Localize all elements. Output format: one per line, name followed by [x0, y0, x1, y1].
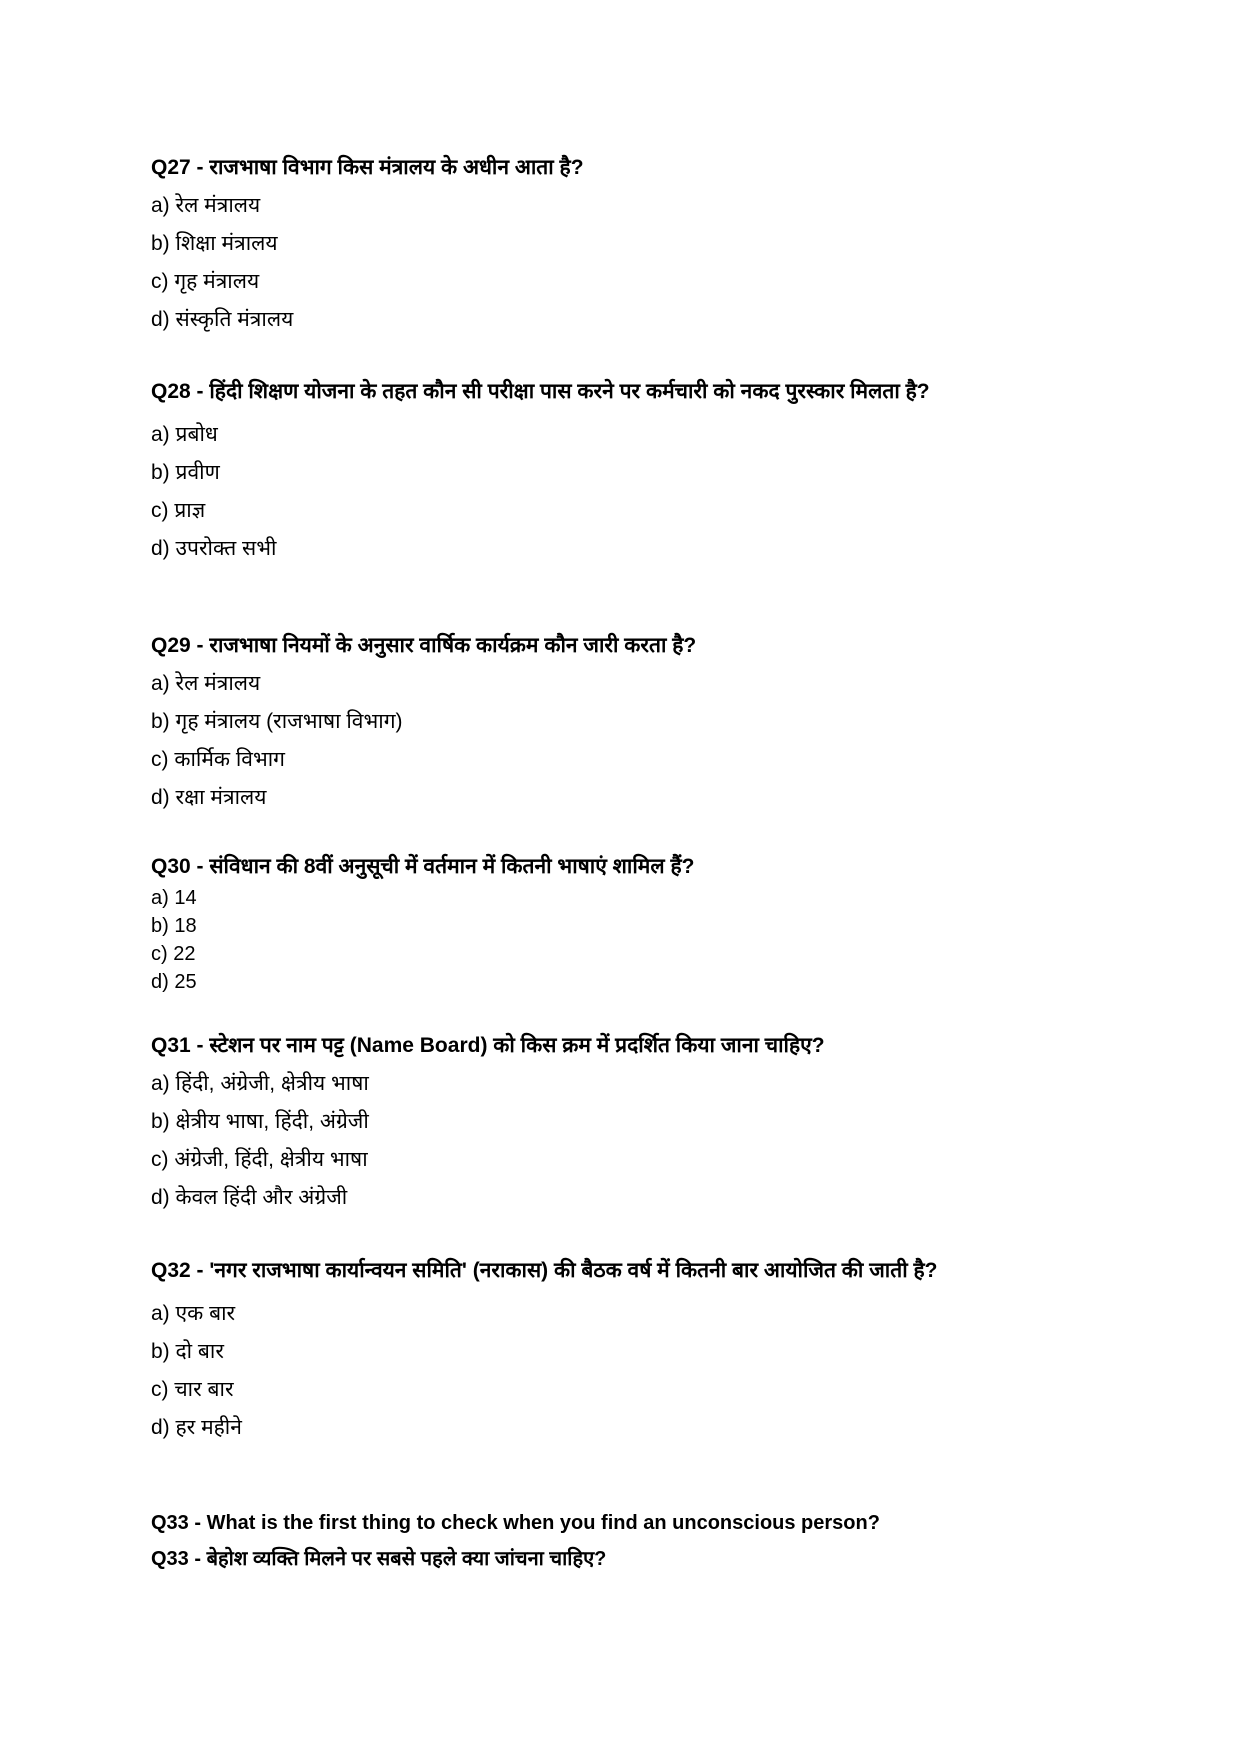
question-title: Q30 - संविधान की 8वीं अनुसूची में वर्तमान में कितनी भाषाएं शामिल हैं? [151, 855, 695, 878]
option-list [151, 416, 1041, 568]
option-d: d) केवल हिंदी और अंग्रेजी [151, 1186, 348, 1209]
option-d: d) 25 [151, 971, 197, 993]
option-d: d) उपरोक्त सभी [151, 537, 277, 560]
question-33 [151, 1505, 1051, 1577]
question-27 [151, 153, 1051, 339]
option-a: a) हिंदी, अंग्रेजी, क्षेत्रीय भाषा [151, 1072, 369, 1095]
option-c: c) गृह मंत्रालय [151, 270, 260, 293]
option-list [151, 665, 1051, 817]
option-d: d) रक्षा मंत्रालय [151, 786, 267, 809]
option-a: a) रेल मंत्रालय [151, 194, 261, 217]
option-b: b) गृह मंत्रालय (राजभाषा विभाग) [151, 710, 403, 733]
option-d: d) संस्कृति मंत्रालय [151, 308, 294, 331]
question-30 [151, 852, 1051, 996]
option-b: b) शिक्षा मंत्रालय [151, 232, 278, 255]
question-29 [151, 631, 1051, 817]
option-c: c) कार्मिक विभाग [151, 748, 285, 771]
option-b: b) 18 [151, 915, 197, 937]
option-b: b) प्रवीण [151, 461, 220, 484]
option-a: a) 14 [151, 887, 197, 909]
option-list [151, 187, 1051, 339]
question-title: Q29 - राजभाषा नियमों के अनुसार वार्षिक कार्यक्रम कौन जारी करता है? [151, 634, 697, 657]
option-c: c) प्राज्ञ [151, 499, 206, 522]
option-a: a) एक बार [151, 1302, 236, 1325]
question-title-english: Q33 - What is the first thing to check when you find an unconscious person? [151, 1512, 880, 1534]
option-c: c) अंग्रेजी, हिंदी, क्षेत्रीय भाषा [151, 1148, 368, 1171]
question-31 [151, 1031, 1051, 1217]
question-title-hindi: Q33 - बेहोश व्यक्ति मिलने पर सबसे पहले क्या जांचना चाहिए? [151, 1548, 607, 1570]
option-a: a) रेल मंत्रालय [151, 672, 261, 695]
option-list [151, 1065, 1051, 1217]
question-title: Q28 - हिंदी शिक्षण योजना के तहत कौन सी परीक्षा पास करने पर कर्मचारी को नकद पुरस्कार मिलता है? [151, 380, 930, 403]
option-list [151, 884, 1051, 996]
option-c: c) 22 [151, 943, 196, 965]
option-c: c) चार बार [151, 1378, 234, 1401]
option-b: b) क्षेत्रीय भाषा, हिंदी, अंग्रेजी [151, 1110, 369, 1133]
option-b: b) दो बार [151, 1340, 224, 1363]
option-list [151, 1295, 1051, 1447]
question-title: Q27 - राजभाषा विभाग किस मंत्रालय के अधीन आता है? [151, 156, 584, 179]
option-d: d) हर महीने [151, 1416, 242, 1439]
question-28 [151, 373, 1041, 568]
question-title: Q32 - 'नगर राजभाषा कार्यान्वयन समिति' (नराकास) की बैठक वर्ष में कितनी बार आयोजित की जाती है? [151, 1259, 938, 1282]
option-a: a) प्रबोध [151, 423, 218, 446]
question-title: Q31 - स्टेशन पर नाम पट्ट (Name Board) को किस क्रम में प्रदर्शित किया जाना चाहिए? [151, 1034, 825, 1057]
question-32 [151, 1252, 1051, 1447]
